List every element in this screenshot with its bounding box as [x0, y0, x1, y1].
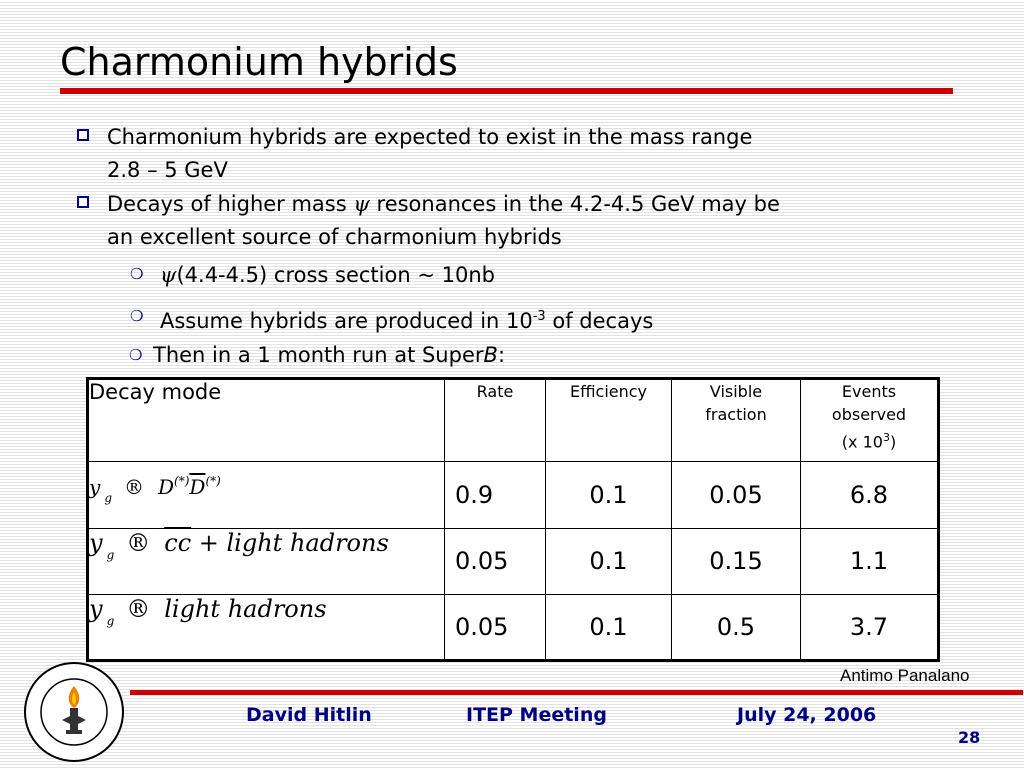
sub-bullet-text: Then in a 1 month run at Super — [153, 343, 484, 367]
header-events-observed: Events observed (x $10^3$) — [801, 379, 939, 462]
decay-mode-cell: y $_g$ ® $D^{(*)}\overline{D}^{(*)}$ — [88, 462, 445, 528]
psi-symbol: ψ — [353, 192, 370, 216]
sub-bullet-cross-section — [130, 260, 495, 290]
sub-bullet-text: (4.4-4.5) cross section ~ 10nb — [176, 263, 495, 287]
hollow-circle-bullet-icon: ❍ — [130, 307, 144, 325]
slide-title: Charmonium hybrids — [60, 40, 458, 84]
bullet-higher-mass-decays — [107, 188, 987, 254]
visible-fraction-cell: 0.05 — [672, 462, 801, 528]
hollow-square-bullet-icon — [77, 129, 89, 141]
rate-cell: 0.05 — [445, 528, 546, 594]
hollow-square-bullet-icon — [77, 196, 89, 208]
sub-bullet-text: Assume hybrids are produced in 10 — [160, 309, 533, 333]
header-rate: Rate — [445, 379, 546, 462]
decay-mode-cell: y $_g$ ® light hadrons — [88, 594, 445, 660]
table-row — [88, 462, 939, 528]
bullet-text-cont: 2.8 – 5 GeV — [107, 158, 228, 182]
hollow-circle-bullet-icon: ❍ — [130, 265, 144, 283]
efficiency-cell: 0.1 — [546, 528, 672, 594]
table-row — [88, 528, 939, 594]
header-decay-mode: Decay mode — [88, 379, 445, 462]
rate-cell: 0.9 — [445, 462, 546, 528]
footer-meeting: ITEP Meeting — [466, 704, 607, 726]
visible-fraction-cell: 0.5 — [672, 594, 801, 660]
title-underline — [60, 88, 953, 94]
events-cell: 1.1 — [801, 528, 939, 594]
bullet-text-cont: an excellent source of charmonium hybrids — [107, 225, 562, 249]
rate-cell: 0.05 — [445, 594, 546, 660]
visible-fraction-cell: 0.15 — [672, 528, 801, 594]
sub-bullet-hybrid-fraction — [130, 302, 654, 336]
bullet-text: Charmonium hybrids are expected to exist in the mass range — [107, 125, 753, 149]
decay-mode-cell: y $_g$ ® $\overline{cc}$ + light hadrons — [88, 528, 445, 594]
decay-mode-table — [86, 377, 940, 662]
bullet-text: resonances in the 4.2-4.5 GeV may be — [369, 192, 780, 216]
footer-author: David Hitlin — [246, 704, 372, 726]
caltech-seal-icon — [22, 660, 126, 764]
sub-bullet-superb-run — [129, 340, 506, 370]
header-visible-fraction: Visible fraction — [672, 379, 801, 462]
hollow-circle-bullet-icon: ❍ — [129, 346, 143, 364]
efficiency-cell: 0.1 — [546, 594, 672, 660]
table-row — [88, 594, 939, 660]
presenter-name: Antimo Panalano — [840, 666, 970, 685]
sub-bullet-text: of decays — [545, 309, 654, 333]
efficiency-cell: 0.1 — [546, 462, 672, 528]
footer-rule — [130, 690, 1023, 695]
events-cell: 6.8 — [801, 462, 939, 528]
bullet-mass-range — [107, 121, 987, 187]
superb-b: B — [483, 343, 498, 367]
sub-bullet-text: : — [497, 343, 506, 367]
header-efficiency: Efficiency — [546, 379, 672, 462]
bullet-text: Decays of higher mass — [107, 192, 354, 216]
exponent: -3 — [532, 309, 546, 324]
table-header-row — [88, 379, 939, 462]
psi-symbol: ψ — [160, 263, 177, 287]
footer-date: July 24, 2006 — [737, 704, 877, 726]
page-number: 28 — [958, 728, 981, 747]
events-cell: 3.7 — [801, 594, 939, 660]
